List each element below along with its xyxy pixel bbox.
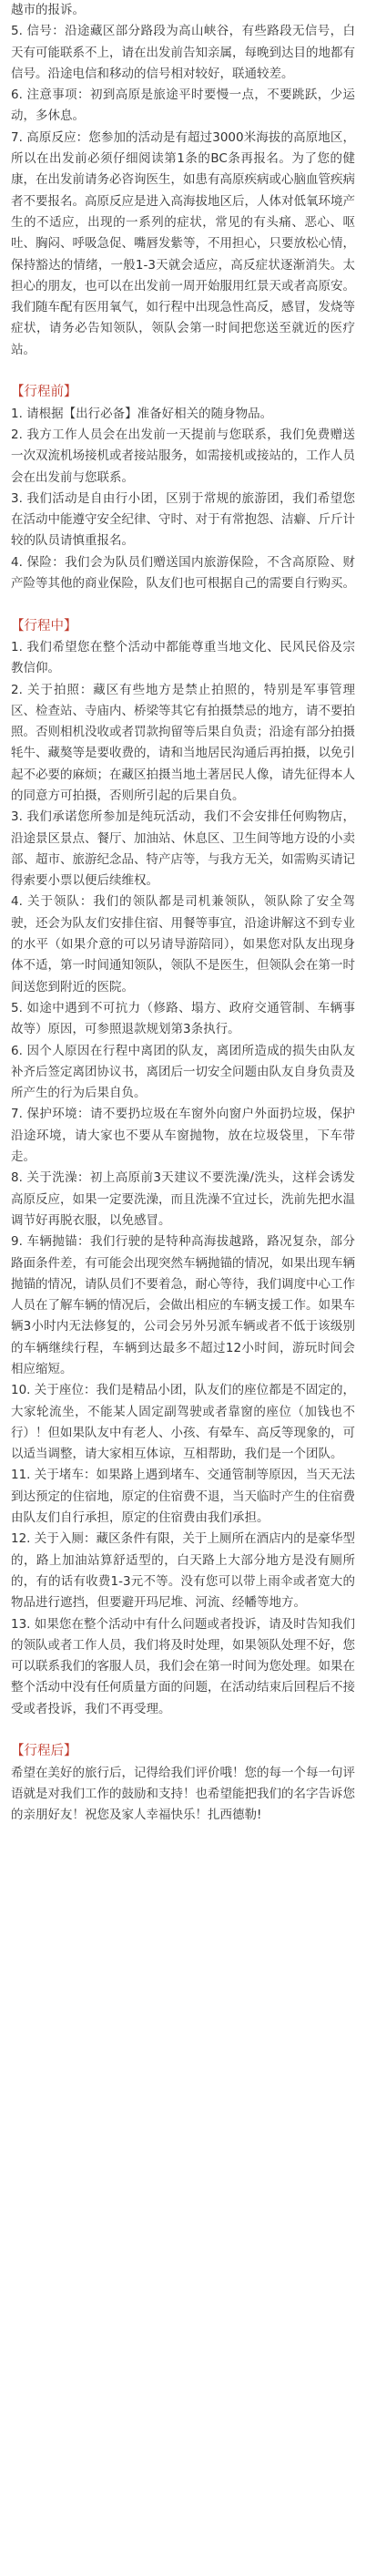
section-title: 【行程后】 bbox=[11, 1744, 77, 1759]
note-paragraph: 5. 信号：沿途藏区部分路段为高山峡谷，有些路段无信号，白天有可能联系不上，请在出发前告知亲属，每晚到达目的地都有信号。沿途电信和移动的信号相对较好，联通较差。 bbox=[11, 24, 355, 81]
note-paragraph: 越市的报诉。 bbox=[11, 3, 85, 17]
section-title: 【行程前】 bbox=[11, 385, 77, 400]
list-item: 1. 请根据【出行必备】准备好相关的随身物品。 bbox=[11, 406, 273, 421]
closing-paragraph: 希望在美好的旅行后，记得给我们评价哦！您的每一个每一句评语就是对我们工作的鼓励和支持！也希望能把我们的名字告诉您的亲朋好友！祝您及家人幸福快乐！扎西德勒! bbox=[11, 1765, 355, 1823]
list-item: 9. 车辆抛锚：我们行驶的是特种高海拔越路，路况复杂，部分路面条件差，有可能会出现突然车辆抛锚的情况，如果出现车辆抛锚的情况，请队员们不要着急，耐心等待，我们调度中心工作人员在了解车辆的情况后，会做出相应的车辆支援工作。如果车辆3小时内无法修复的，公司会另外另派车辆或者不低于该级别的车辆继续行程，车辆到达最多不超过12小时间，游玩时间会相应缩短。 bbox=[11, 1234, 355, 1376]
note-paragraph: 6. 注意事项：初到高原是旅途平时要慢一点，不要跳跃，少运动，多休息。 bbox=[11, 88, 355, 124]
list-item: 12. 关于入厕：藏区条件有限，关于上厕所在酒店内的是豪华型的，路上加油站算舒适型的，白天路上大部分地方是没有厕所的，有的话有收费1-3元不等。没有您可以带上雨伞或者宽大的物品进行遮挡，但要避开玛尼堆、河流、经幡等地方。 bbox=[11, 1531, 355, 1611]
list-item: 11. 关于堵车：如果路上遇到堵车、交通管制等原因，当天无法到达预定的住宿地，原定的住宿费不退，当天临时产生的住宿费由队友们自行承担，原定的住宿费由我们承担。 bbox=[11, 1468, 355, 1526]
list-item: 8. 关于洗澡：初上高原前3天建议不要洗澡/洗头，这样会诱发高原反应，如果一定要洗澡，而且洗澡不宜过长，洗前先把水温调节好再脱衣服，以免感冒。 bbox=[11, 1170, 355, 1228]
spacer bbox=[11, 594, 355, 615]
section-after-trip bbox=[11, 1741, 355, 1826]
list-item: 4. 保险：我们会为队员们赠送国内旅游保险，不含高原险、财产险等其他的商业保险，队友们也可根据自己的需要自行购买。 bbox=[11, 554, 355, 592]
list-item: 2. 我方工作人员会在出发前一天提前与您联系，我们免费赠送一次双流机场接机或者接站服务，如需接机或接站的，工作人员会在出发前与您联系。 bbox=[11, 427, 355, 485]
list-item: 10. 关于座位：我们是精品小团，队友们的座位都是不固定的，大家轮流坐，不能某人固定副驾驶或者靠窗的座位（加钱也不行）！但如果队友中有老人、小孩、有晕车、高反等现象的，可以适当调整，请大家相互体谅，互相帮助，我们是一个团队。 bbox=[11, 1383, 355, 1462]
top-notes bbox=[11, 0, 355, 361]
list-item: 3. 我们活动是自由行小团，区别于常规的旅游团，我们希望您在活动中能遵守安全纪律、守时、对于有常抱怨、洁癖、斤斤计较的队员请慎重报名。 bbox=[11, 490, 355, 549]
list-item: 2. 关于拍照：藏区有些地方是禁止拍照的，特别是军事管理区、检查站、寺庙内、桥梁等其它有拍摄禁忌的地方，请不要拍照。否则相机没收或者罚款拘留等后果自负责；沿途有部分拍摄牦牛、藏獒等是要收费的，请和当地居民沟通后再拍摄，以免引起不必要的麻烦；在藏区拍摄当地土著居民人像，请先征得本人的同意方可拍摄，否则所引起的后果自负。 bbox=[11, 682, 355, 803]
list-item: 4. 关于领队：我们的领队都是司机兼领队，领队除了安全驾驶，还会为队友们安排住宿、用餐等事宜，沿途讲解这不到专业的水平（如果介意的可以另请导游陪同），如果您对队友出现身体不适，第一时间通知领队，领队不是医生，但领队会在第一时间送您到附近的医院。 bbox=[11, 894, 355, 994]
section-before-trip bbox=[11, 382, 355, 594]
spacer bbox=[11, 361, 355, 382]
section-list bbox=[11, 1763, 355, 1827]
spacer bbox=[11, 1720, 355, 1741]
section-during-trip bbox=[11, 616, 355, 1720]
list-item: 3. 我们承诺您所参加是纯玩活动，我们不会安排任何购物店，沿途景区景点、餐厅、加油站、休息区、卫生间等地方设的小卖部、超市、旅游纪念品、特产店等，与我方无关，如需购买请记得索要小票以便后续维权。 bbox=[11, 809, 355, 889]
list-item: 13. 如果您在整个活动中有什么问题或者投诉，请及时告知我们的领队或者工作人员，我们将及时处理，如果领队处理不好，您可以联系我们的客服人员，我们会在第一时间为您处理。如果在整个活动中没有任何质量方面的问题，在活动结束后回程后不接受或者投诉，我们不再受理。 bbox=[11, 1616, 355, 1716]
section-title: 【行程中】 bbox=[11, 618, 77, 634]
section-list bbox=[11, 404, 355, 595]
list-item: 5. 如途中遇到不可抗力（修路、塌方、政府交通管制、车辆事故等）原因，可参照退款规划第3条执行。 bbox=[11, 1000, 355, 1037]
list-item: 7. 保护环境：请不要扔垃圾在车窗外向窗户外面扔垃圾，保护沿途环境，请大家也不要从车窗抛物，放在垃圾袋里，下车带走。 bbox=[11, 1107, 355, 1165]
note-paragraph: 7. 高原反应：您参加的活动是有超过3000米海拔的高原地区，所以在出发前必须仔细阅读第1条的BC条再报名。为了您的健康，在出发前请务必咨询医生，如患有高原疾病或心脑血管疾病者不要报名。高原反应是进入高海拔地区后，人体对低氧环境产生的不适应，出现的一系列的症状，常见的有头痛、恶心、呕吐、胸闷、呼吸急促、嘴唇发紫等，不用担心，只要放松心情，保持豁达的情绪，一般1-3天就会适应，高反症状逐渐消失。太担心的朋友，也可以在出发前一周开始服用红景天或者高原安。我们随车配有医用氧气，如行程中出现急性高反，感冒，发烧等症状，请务必告知领队，领队会第一时间把您送至就近的医疗站。 bbox=[11, 129, 355, 357]
section-list bbox=[11, 637, 355, 1720]
list-item: 1. 我们希望您在整个活动中都能尊重当地文化、民风民俗及宗教信仰。 bbox=[11, 639, 355, 676]
list-item: 6. 因个人原因在行程中离团的队友，离团所造成的损失由队友补齐后签定离团协议书，离团后一切安全问题由队友自身负责及所产生的行为后果自负。 bbox=[11, 1043, 355, 1101]
